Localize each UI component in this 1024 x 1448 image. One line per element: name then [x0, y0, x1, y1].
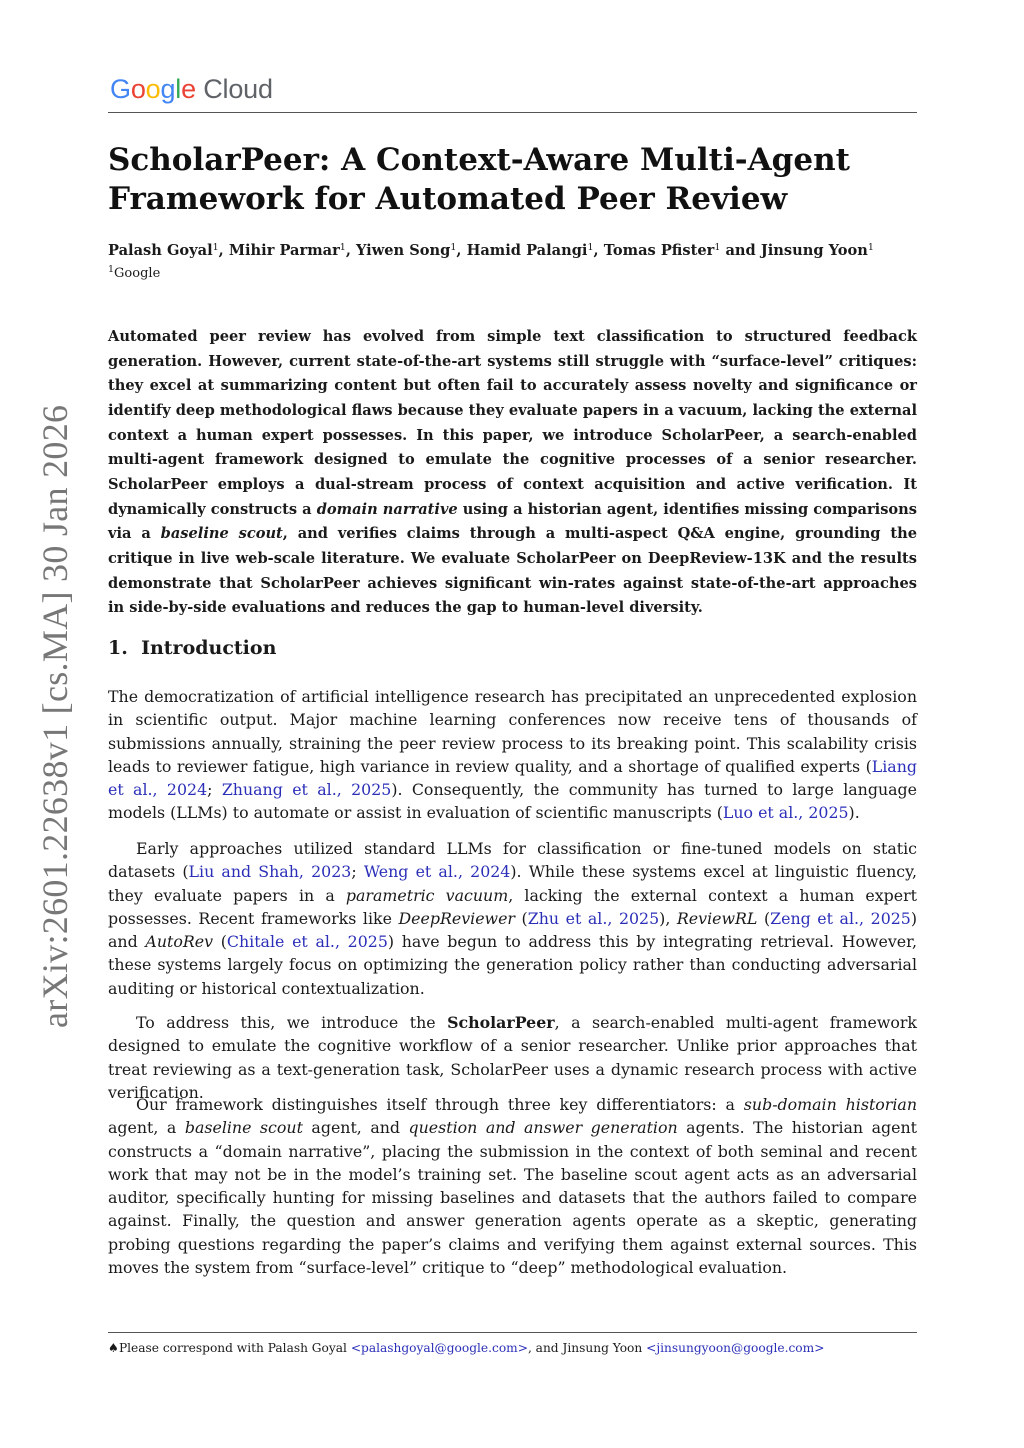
author-name: Hamid Palangi [466, 242, 588, 259]
author-name: Palash Goyal [108, 242, 213, 259]
footnote-rule [108, 1332, 917, 1333]
intro-paragraph-1: The democratization of artificial intelligence research has precipitated an unprecedented explosion in scientific output. Major machine learning conferences now receive tens of thousands of submissions annually, straining the peer review process to its breaking point. This scalability crisis leads to reviewer fatigue, high variance in review quality, and a shortage of qualified experts (Liang et al., 2024; Zhuang et al., 2025). Consequently, the community has turned to large language models (LLMs) to automate or assist in evaluation of scientific manuscripts (Luo et al., 2025). [108, 687, 917, 823]
author-affiliation-mark: 1 [212, 242, 219, 253]
section-heading: 1. Introduction [108, 637, 277, 659]
intro-paragraph-4: Our framework distinguishes itself through three key differentiators: a sub-domain historian agent, a baseline scout agent, and question and answer generation agents. The historian agent constructs a “domain narrative”, placing the submission in the context of both seminal and recent work that may not be in the model’s training set. The baseline scout agent acts as an adversarial auditor, specifically hunting for missing baselines and datasets that the authors failed to compare against. Finally, the question and answer generation agents operate as a skeptic, generating probing questions regarding the paper’s claims and verifying them against external sources. This moves the system from “surface-level” critique to “deep” methodological evaluation. [108, 1095, 918, 1278]
intro-paragraph-2: Early approaches utilized standard LLMs for classification or fine-tuned models on static datasets (Liu and Shah, 2023; Weng et al., 2024). While these systems excel at linguistic fluency, they evaluate papers in a parametric vacuum, lacking the external context a human expert possesses. Recent frameworks like DeepReviewer (Zhu et al., 2025), ReviewRL (Zeng et al., 2025) and AutoRev (Chitale et al., 2025) have begun to address this by integrating retrieval. However, these systems largely focus on optimizing the generation policy rather than conducting adversarial auditing or historical contextualization. [108, 839, 918, 998]
google-cloud-logo [110, 74, 273, 105]
header-rule [108, 112, 917, 113]
arxiv-identifier: arXiv:2601.22638v1 [cs.MA] 30 Jan 2026 [35, 404, 75, 1028]
abstract: Automated peer review has evolved from simple text classification to structured feedback generation. However, current state-of-the-art systems still struggle with “surface-level” critiques: they excel at summarizing content but often fail to accurately assess novelty and significance or identify deep methodological flaws because they evaluate papers in a vacuum, lacking the external context a human expert possesses. In this paper, we introduce ScholarPeer, a search-enabled multi-agent framework designed to emulate the cognitive processes of a senior researcher. ScholarPeer employs a dual-stream process of context acquisition and active verification. It dynamically constructs a domain narrative using a historian agent, identifies missing comparisons via a baseline scout, and verifies claims through a multi-aspect Q&A engine, grounding the critique in live web-scale literature. We evaluate ScholarPeer on DeepReview-13K and the results demonstrate that ScholarPeer achieves significant win-rates against state-of-the-art approaches in side-by-side evaluations and reduces the gap to human-level diversity. [108, 328, 917, 617]
citation-link[interactable]: Zeng et al., 2025 [770, 908, 911, 928]
cloud-wordmark: Cloud [203, 74, 273, 104]
citation-link[interactable]: Liang et al., 2024 [108, 756, 917, 800]
author-affiliation-mark: 1 [450, 242, 457, 253]
author-affiliation-mark: 1 [587, 242, 594, 253]
author-name: Jinsung Yoon [760, 242, 868, 259]
email-link[interactable]: <jinsungyoon@google.com> [646, 1341, 825, 1355]
citation-link[interactable]: Luo et al., 2025 [722, 803, 849, 823]
citation-link[interactable]: Chitale et al., 2025 [226, 932, 388, 952]
email-link[interactable]: <palashgoyal@google.com> [350, 1341, 528, 1355]
author-affiliation-mark: 1 [339, 242, 346, 253]
intro-paragraph-3: To address this, we introduce the ScholarPeer, a search-enabled multi-agent framework designed to emulate the cognitive workflow of a senior researcher. Unlike prior approaches that treat reviewing as a text-generation task, ScholarPeer uses a dynamic research process with active verification. [108, 1013, 917, 1102]
author-name: Mihir Parmar [228, 242, 340, 259]
paper-title: ScholarPeer: A Context-Aware Multi-Agent Framework for Automated Peer Review [108, 142, 850, 217]
citation-link[interactable]: Zhuang et al., 2025 [221, 780, 392, 800]
footnote: ♠Please correspond with Palash Goyal <palashgoyal@google.com>, and Jinsung Yoon <jinsungyoon@google.com> [108, 1341, 825, 1355]
citation-link[interactable]: Weng et al., 2024 [363, 862, 511, 882]
author-affiliation-mark: 1 [714, 242, 721, 253]
citation-link[interactable]: Zhu et al., 2025 [527, 908, 660, 928]
citation-link[interactable]: Liu and Shah, 2023 [188, 862, 352, 882]
affiliation: $^1$Google [108, 264, 161, 281]
author-affiliation-mark: 1 [867, 242, 874, 253]
author-list: Palash Goyal$^1$, Mihir Parmar$^1$, Yiwen Song$^1$, Hamid Palangi$^1$, Tomas Pfister$^1$ and Jinsung Yoon$^1$ [108, 242, 874, 259]
author-name: Yiwen Song [356, 242, 451, 259]
google-wordmark: Google [110, 74, 196, 104]
author-name: Tomas Pfister [603, 242, 715, 259]
